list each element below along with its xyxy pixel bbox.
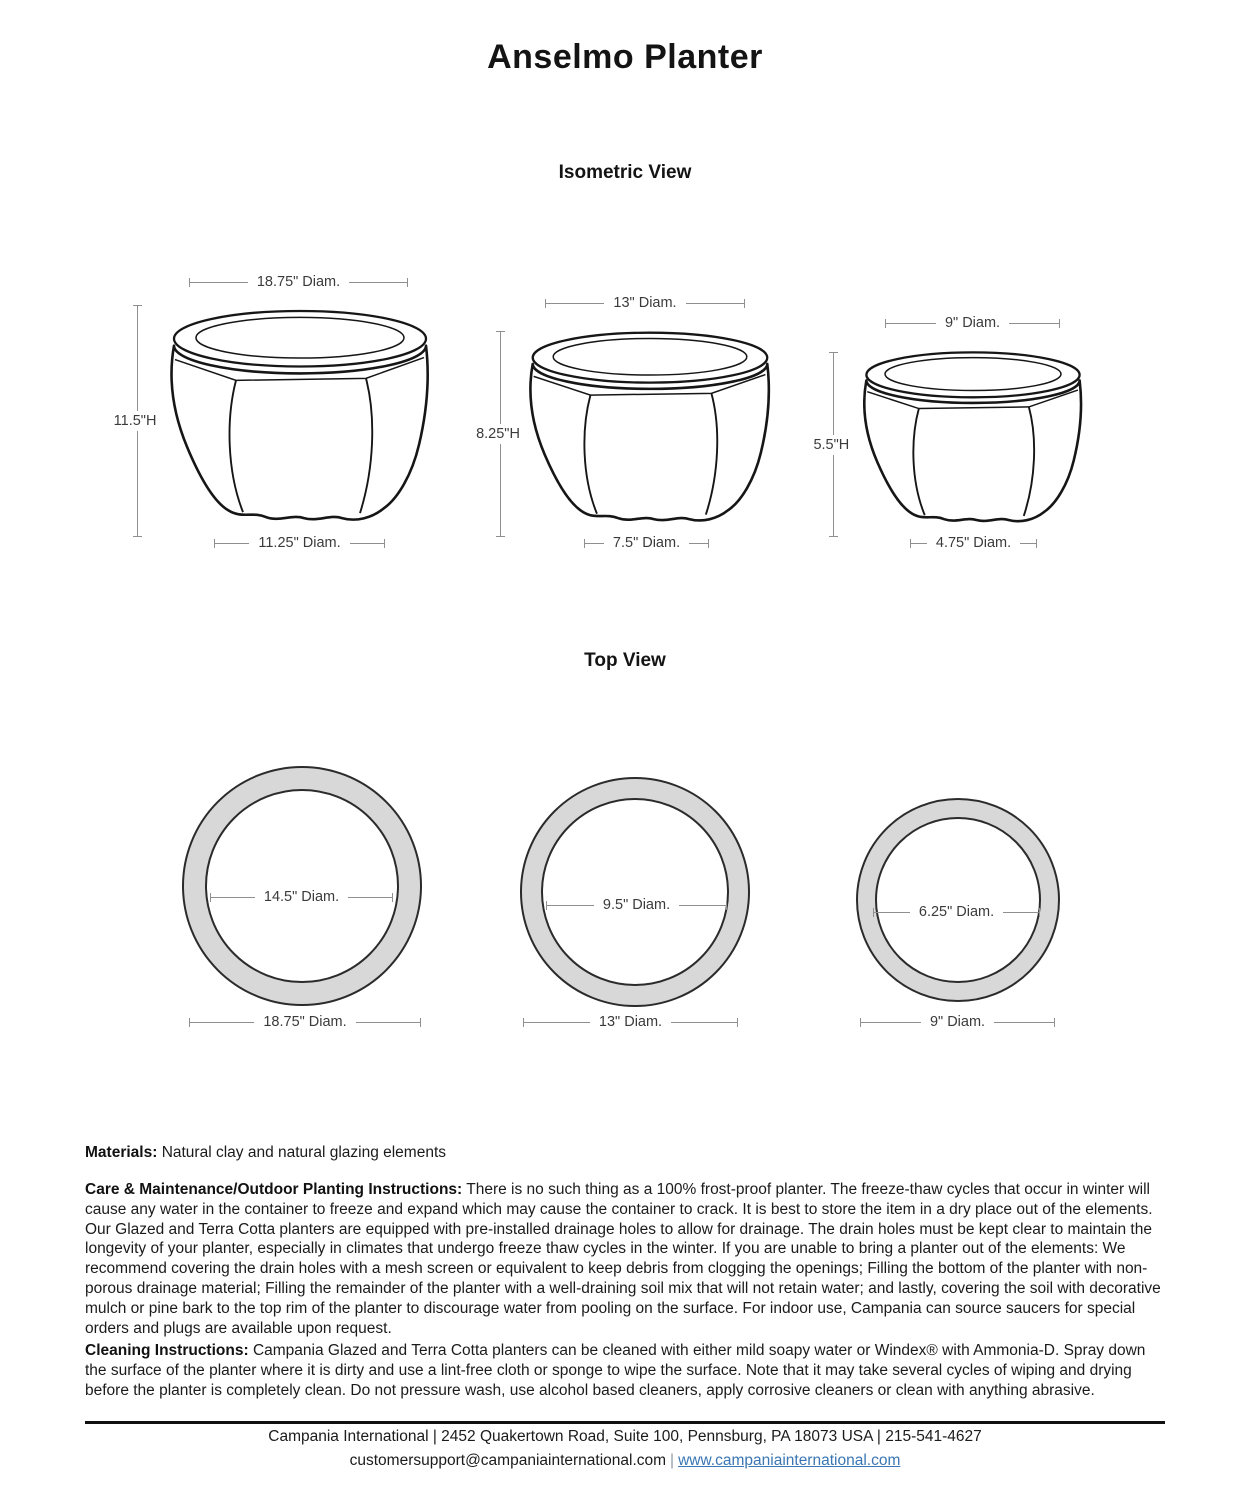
top-view-ring-opening xyxy=(541,798,729,986)
dim-top-diameter-large xyxy=(189,271,408,293)
dim-label: 18.75" Diam. xyxy=(256,274,341,290)
top-view-heading: Top View xyxy=(584,650,666,671)
dim-height-large xyxy=(113,305,157,537)
footer-divider xyxy=(85,1421,1165,1424)
cleaning-paragraph xyxy=(85,1341,1165,1400)
dim-label: 18.75" Diam. xyxy=(263,1014,347,1030)
dim-label: 9" Diam. xyxy=(944,315,1001,331)
top-view-ring-medium xyxy=(520,777,750,1007)
planter-small-isometric-drawing xyxy=(863,350,1083,528)
dim-label: 14.5" Diam. xyxy=(263,889,340,905)
footer-separator: | xyxy=(670,1452,675,1469)
isometric-view-heading: Isometric View xyxy=(558,162,692,183)
dim-label: 13" Diam. xyxy=(613,295,677,311)
dim-outer-diameter-large xyxy=(189,1011,421,1033)
dim-bottom-diameter-large xyxy=(214,532,385,554)
cleaning-text: Campania Glazed and Terra Cotta planters can be cleaned with either mild soapy water or Windex® with Ammonia-D. Spray down the surface of the planter where it is dirty and use a lint-free cloth or sponge to wipe the surface. Note that it may take several cycles of wiping and drying before the planter is completely clean. Do not pressure wash, use alcohol based cleaners, apply corrosive cleaners or clean with anything abrasive. xyxy=(85,1342,1146,1399)
materials-text: Natural clay and natural glazing elements xyxy=(161,1144,447,1161)
dim-top-diameter-small xyxy=(885,312,1060,334)
footer-address-line: Campania International | 2452 Quakertown Road, Suite 100, Pennsburg, PA 18073 USA | 215-541-4627 xyxy=(268,1428,982,1445)
dim-bottom-diameter-small xyxy=(910,532,1037,554)
dim-label: 4.75" Diam. xyxy=(935,535,1012,551)
planter-large-isometric-drawing xyxy=(170,308,430,528)
dim-bottom-diameter-medium xyxy=(584,532,709,554)
materials-label: Materials: xyxy=(85,1144,158,1161)
dim-height-medium xyxy=(476,331,520,537)
page-title: Anselmo Planter xyxy=(487,38,763,76)
dim-label: 13" Diam. xyxy=(598,1014,663,1030)
care-maintenance-text: There is no such thing as a 100% frost-proof planter. The freeze-thaw cycles that occur in winter will cause any water in the container to freeze and expand which may cause the container to crack. It is best to store the item in a dry place out of the elements. Our Glazed and Terra Cotta planters are equipped with pre-installed drainage holes to allow for drainage. The drain holes must be kept clear to maintain the longevity of your planter, especially in climates that undergo freeze thaw cycles in the winter. If you are unable to bring a planter out of the elements: We recommend covering the drain holes with a mesh screen or equivalent to keep debris from clogging the openings; Filling the bottom of the planter with non-porous drainage material; Filling the remainder of the planter with a well-draining soil mix that will not retain water; and lastly, covering the soil with decorative mulch or pine bark to the top rim of the planter to discourage water from pooling on the surface. For indoor use, Campania can source saucers for special orders and plugs are available upon request. xyxy=(85,1181,1161,1337)
dim-height-small xyxy=(813,352,850,537)
dim-outer-diameter-medium xyxy=(523,1011,738,1033)
dim-label: 8.25"H xyxy=(473,424,523,444)
dim-label: 11.5"H xyxy=(111,411,160,431)
dim-inner-diameter-medium xyxy=(546,894,727,916)
dim-label: 6.25" Diam. xyxy=(918,904,995,920)
care-maintenance-paragraph xyxy=(85,1180,1165,1338)
planter-medium-isometric-drawing xyxy=(529,330,771,528)
dim-inner-diameter-large xyxy=(210,886,393,908)
dim-label: 9" Diam. xyxy=(929,1014,986,1030)
top-view-ring-small xyxy=(856,798,1060,1002)
dim-label: 11.25" Diam. xyxy=(258,535,341,551)
footer-contact-line xyxy=(0,1452,1250,1470)
dim-label: 5.5"H xyxy=(810,435,852,455)
dim-inner-diameter-small xyxy=(873,901,1040,923)
footer-email: customersupport@campaniainternational.com xyxy=(349,1452,667,1469)
materials-paragraph xyxy=(85,1143,1165,1163)
dim-label: 7.5" Diam. xyxy=(612,535,681,551)
top-view-ring-opening xyxy=(875,817,1041,983)
cleaning-label: Cleaning Instructions: xyxy=(85,1342,249,1359)
dim-top-diameter-medium xyxy=(545,292,745,314)
dim-label: 9.5" Diam. xyxy=(602,897,671,913)
footer-website-link[interactable]: www.campaniainternational.com xyxy=(678,1452,901,1469)
dim-outer-diameter-small xyxy=(860,1011,1055,1033)
care-maintenance-label: Care & Maintenance/Outdoor Planting Instructions: xyxy=(85,1181,463,1198)
